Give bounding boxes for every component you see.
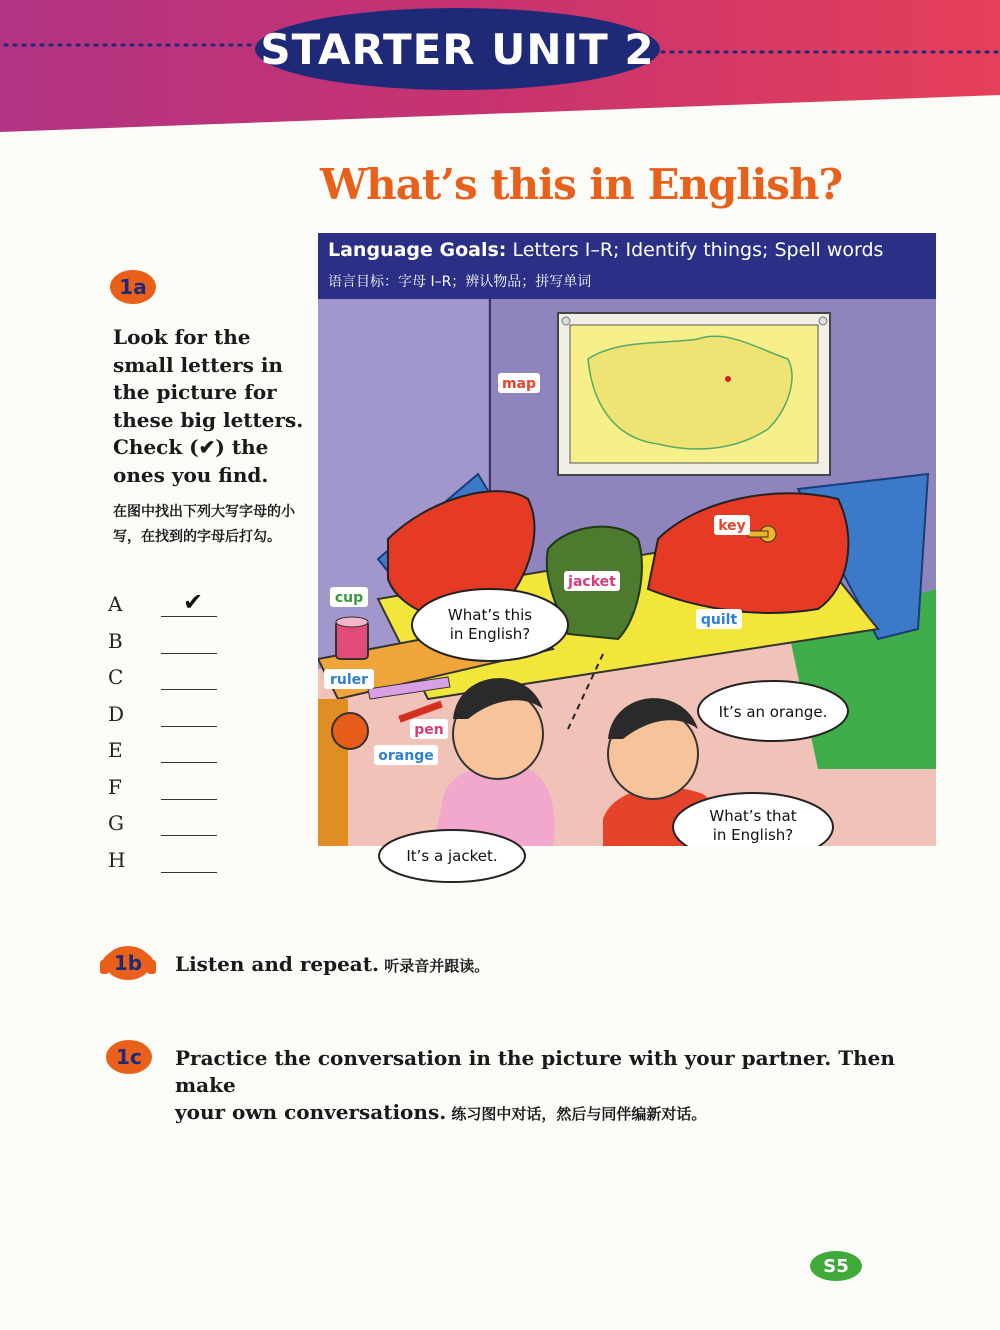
- pen-label: [410, 719, 448, 739]
- header-banner: [0, 0, 1000, 140]
- letter-row[interactable]: E: [108, 738, 228, 775]
- speech-bubble-whats-this: [412, 589, 568, 661]
- cup-label: [330, 587, 368, 607]
- letter-row[interactable]: F: [108, 775, 228, 812]
- letter-row[interactable]: G: [108, 811, 228, 848]
- svg-text:It’s an orange.: It’s an orange.: [718, 703, 828, 721]
- letter-row[interactable]: D: [108, 702, 228, 739]
- instruction-1c: Practice the conversation in the picture with your partner. Then make your own conversations. 练习图中对话，然后与同伴编新对话。: [175, 1046, 895, 1124]
- answer-blank[interactable]: [161, 799, 217, 800]
- instruction-1a: Look for the small letters in the picture for these big letters. Check (✔) the ones you find.: [113, 325, 304, 487]
- answer-blank[interactable]: [161, 872, 217, 873]
- instruction-1a-cn: 在图中找出下列大写字母的小写，在找到的字母后打勾。: [113, 504, 295, 545]
- svg-text:key: key: [718, 518, 746, 534]
- key-label: [714, 515, 750, 535]
- instruction-1b: Listen and repeat. 听录音并跟读。: [175, 952, 490, 976]
- orange-label: [374, 745, 438, 765]
- speech-bubble-its-orange: [698, 681, 848, 741]
- svg-text:It’s a jacket.: It’s a jacket.: [406, 847, 498, 865]
- svg-text:ruler: ruler: [329, 672, 369, 688]
- check-mark: ✔: [183, 588, 204, 616]
- language-goals-cn: 语言目标：字母 I–R；辨认物品；拼写单词: [328, 274, 592, 290]
- page-title: What’s this in English?: [320, 160, 843, 209]
- svg-text:orange: orange: [378, 748, 434, 764]
- svg-text:jacket: jacket: [568, 574, 616, 590]
- svg-text:quilt: quilt: [700, 612, 738, 628]
- ruler-label: [324, 669, 374, 689]
- answer-blank[interactable]: [161, 653, 217, 654]
- letter-row[interactable]: C: [108, 665, 228, 702]
- map-illustration: [558, 313, 830, 475]
- badge-1a: 1a: [110, 270, 156, 304]
- svg-text:in English?: in English?: [449, 625, 531, 643]
- language-goals-bar: [318, 233, 936, 299]
- svg-text:in English?: in English?: [712, 826, 794, 844]
- page-number: S5: [810, 1251, 862, 1281]
- answer-blank[interactable]: [161, 726, 217, 727]
- speech-bubble-its-jacket: [375, 827, 530, 887]
- language-goals-text: Language Goals: Letters I–R; Identify things; Spell words: [328, 239, 884, 261]
- badge-1b: 1b: [105, 946, 151, 980]
- letter-row[interactable]: B: [108, 629, 228, 666]
- letter-row[interactable]: H: [108, 848, 228, 885]
- answer-blank[interactable]: [161, 762, 217, 763]
- classroom-illustration: [318, 299, 936, 846]
- svg-text:pen: pen: [414, 722, 444, 738]
- letter-checklist: [108, 588, 228, 884]
- badge-1c: 1c: [106, 1040, 152, 1074]
- unit-title: STARTER UNIT 2: [255, 8, 660, 90]
- quilt-label: [696, 609, 742, 629]
- answer-blank[interactable]: [161, 689, 217, 690]
- map-label: [498, 373, 540, 393]
- letter-row[interactable]: A ✔: [108, 592, 228, 629]
- answer-blank[interactable]: [161, 835, 217, 836]
- jacket-label: [564, 571, 620, 591]
- svg-text:map: map: [501, 376, 537, 392]
- answer-blank[interactable]: [161, 616, 217, 617]
- svg-text:cup: cup: [334, 590, 364, 606]
- svg-text:What’s that: What’s that: [709, 807, 797, 825]
- svg-text:What’s this: What’s this: [447, 606, 533, 624]
